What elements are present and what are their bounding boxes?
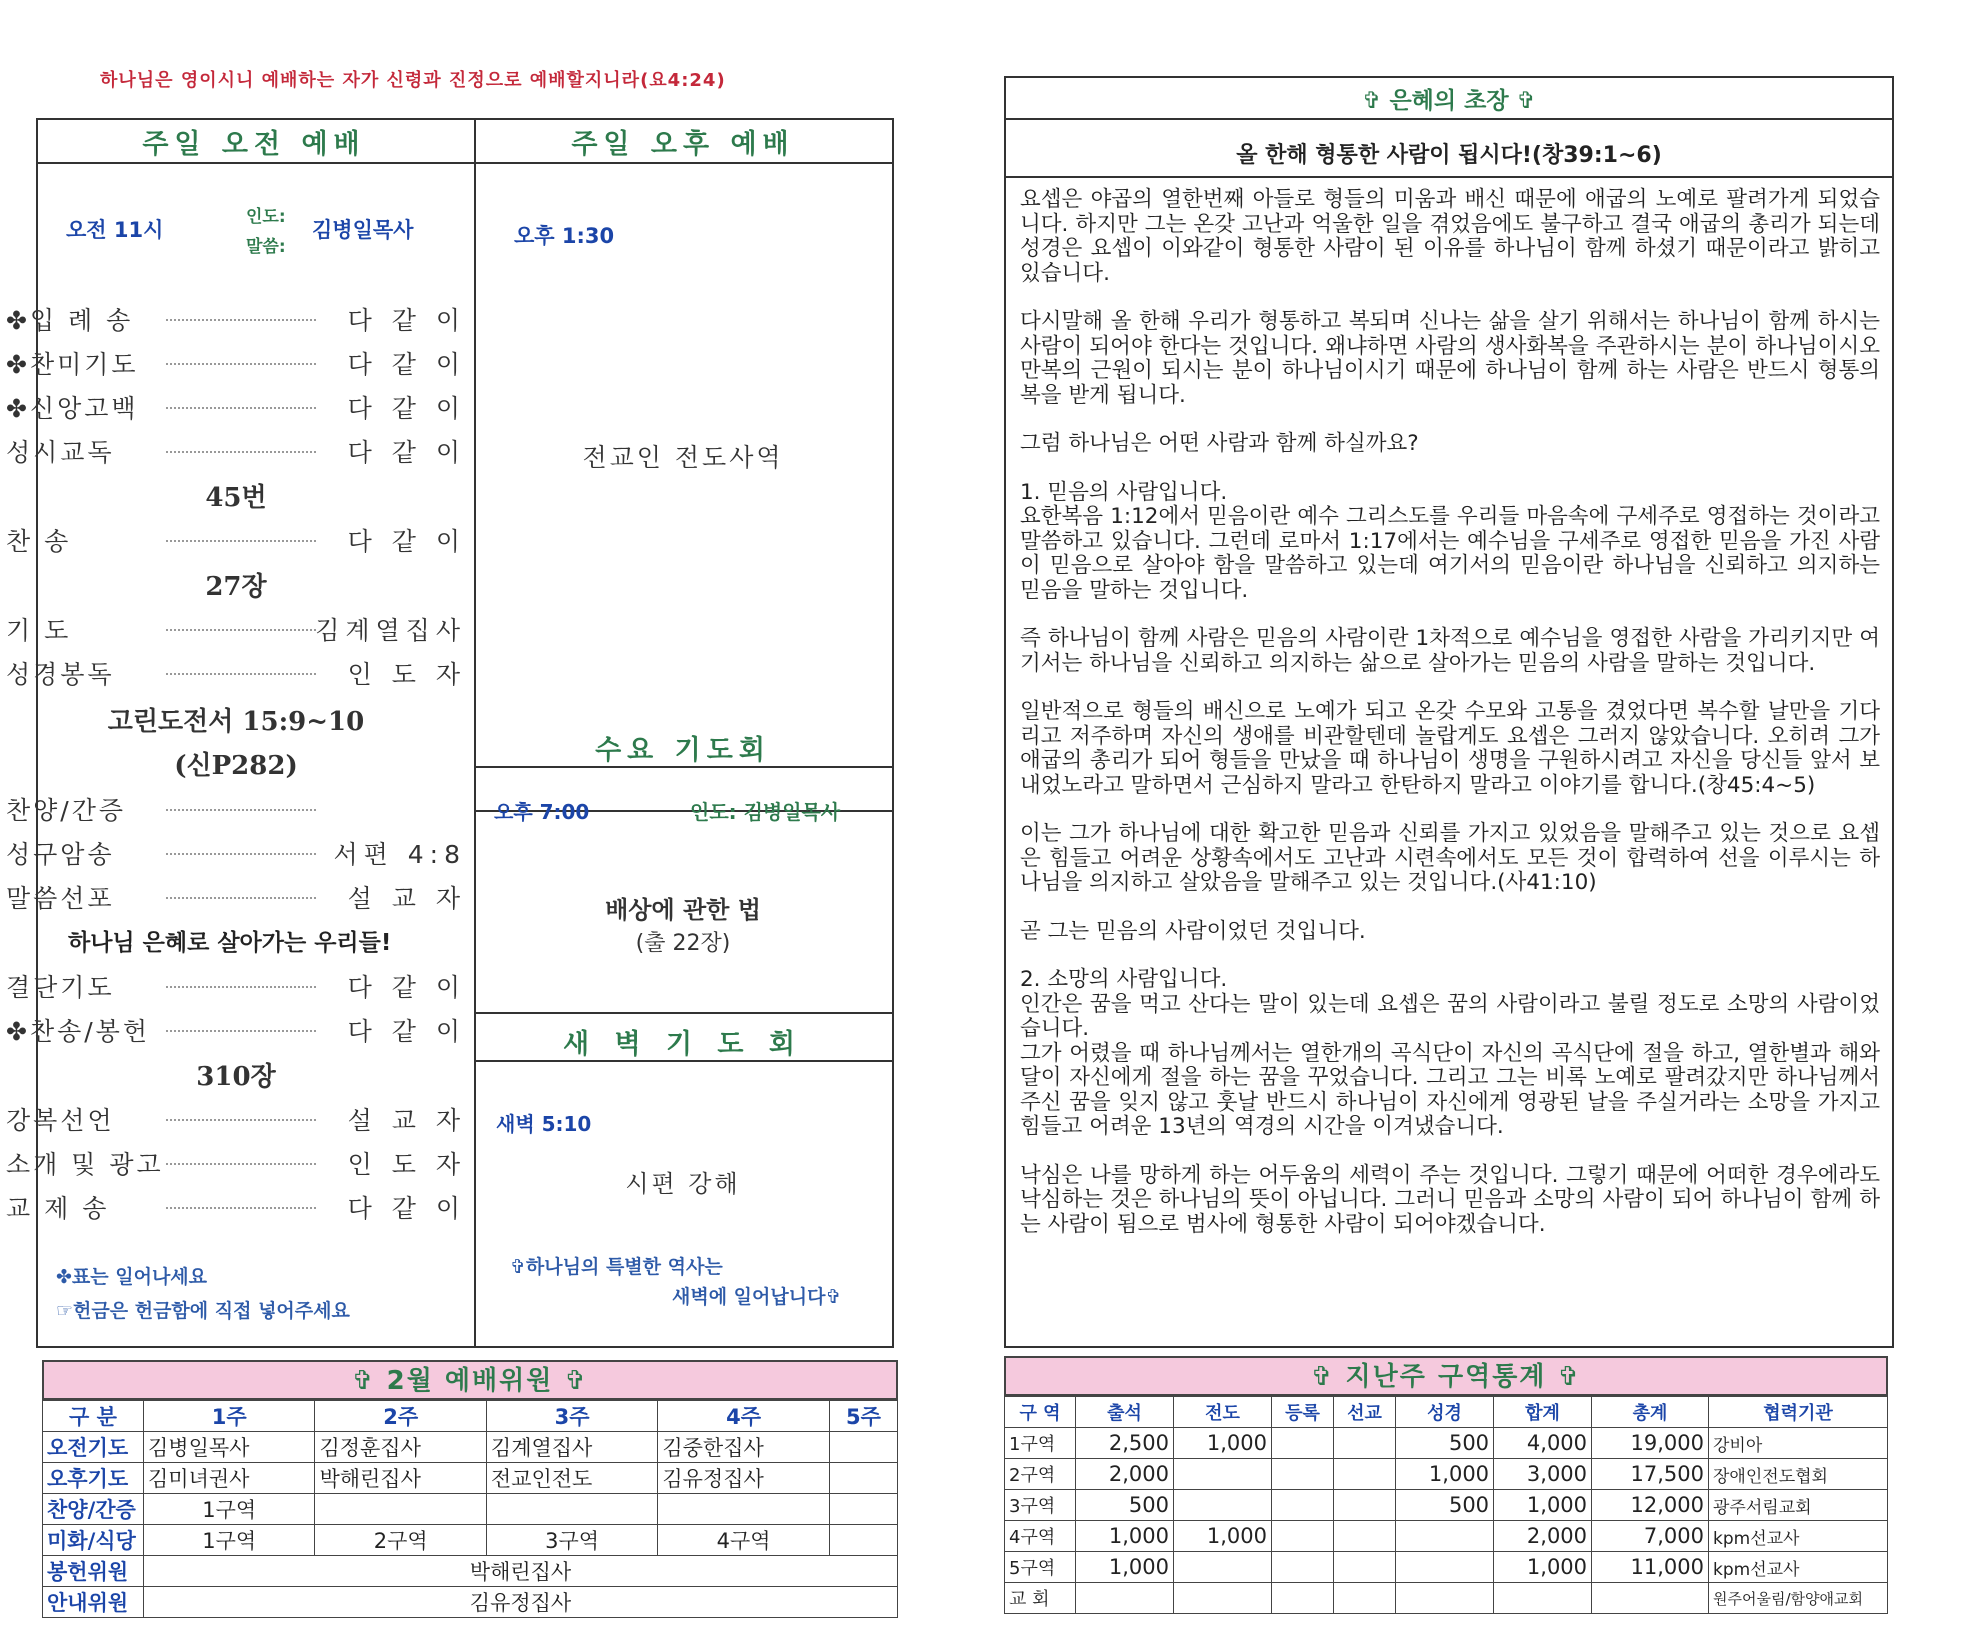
table-row xyxy=(1005,1428,1888,1459)
scripture-reference: 고린도전서 15:9~10 xyxy=(107,707,365,737)
table-row xyxy=(1005,1583,1888,1614)
table-cell: 장애인전도협회 xyxy=(1709,1459,1888,1490)
row-label: 미화/식당 xyxy=(43,1525,144,1556)
table-cell xyxy=(1173,1552,1271,1583)
dawn-title: 새 벽 기 도 회 xyxy=(562,1029,803,1060)
table-cell: 광주서림교회 xyxy=(1709,1490,1888,1521)
table-cell xyxy=(1271,1521,1333,1552)
table-cell xyxy=(829,1494,897,1525)
order-value: 다 같 이 xyxy=(347,438,466,467)
article-header: ✞ 은혜의 초장 ✞ xyxy=(1362,88,1536,114)
table-cell xyxy=(1334,1583,1396,1614)
table-row xyxy=(43,1432,898,1463)
article-paragraph: 1. 믿음의 사람입니다. 요한복음 1:12에서 믿음이란 예수 그리스도를 우리들 마음속에 구세주로 영접하는 것이라고 말씀하고 있습니다. 그런데 로마서 1:17에서는 예수님을 구세주로 영접한 믿음을 가진 사람이 믿음으로 살아야 함을 말씀하고 있는데 여기서의 믿음이란 하나님을 신뢰하고 의지하는 믿음을 말하는 것입니다. xyxy=(1020,479,1880,603)
table-cell xyxy=(1334,1459,1396,1490)
article-paragraph: 이는 그가 하나님에 대한 확고한 믿음과 신뢰를 가지고 있었음을 말해주고 있는 것으로 요셉은 힘들고 어려운 상황속에서도 고난과 시련속에서도 모든 것이 합력하여 선을 이루시는 하나님을 의지하고 살았음을 말해주고 있는 것입니다.(사41:10) xyxy=(1020,821,1880,895)
order-label: ✤입 례 송 xyxy=(6,306,134,335)
order-item xyxy=(6,607,466,647)
order-label: 결단기도 xyxy=(6,973,115,1002)
order-item xyxy=(6,787,466,827)
table-header: 등록 xyxy=(1271,1397,1333,1428)
table-header: 합계 xyxy=(1494,1397,1592,1428)
row-label: 오전기도 xyxy=(43,1432,144,1463)
table-cell: 4구역 xyxy=(658,1525,829,1556)
table-cell: 1,000 xyxy=(1076,1552,1174,1583)
table-cell: 2구역 xyxy=(315,1525,486,1556)
table-cell: 강비아 xyxy=(1709,1428,1888,1459)
dawn-note-line2: 새벽에 일어납니다✞ xyxy=(672,1286,842,1308)
table-cell: 2,000 xyxy=(1494,1521,1592,1552)
dawn-note-line1: ✞하나님의 특별한 역사는 xyxy=(510,1256,723,1278)
order-label: 소개 및 광고 xyxy=(6,1150,164,1179)
responsive-reading-number: 45번 xyxy=(205,483,267,513)
row-label: 4구역 xyxy=(1005,1521,1076,1552)
lead-label: 인도: xyxy=(246,207,286,227)
afternoon-time: 오후 1:30 xyxy=(514,224,615,248)
order-item xyxy=(6,875,466,915)
order-item xyxy=(6,518,466,558)
article-paragraph: 다시말해 올 한해 우리가 형통하고 복되며 신나는 삶을 살기 위해서는 하나님이 함께 하시는 사람이 되어야 한다는 것입니다. 왜냐하면 사람의 생사화복을 주관하시는 분이 하나님이시오 만복의 근원이 되시는 분이 하나님이시기 때문에 하나님이 함께 하는 사람은 반드시 형통의 복을 받게 됩니다. xyxy=(1020,309,1880,408)
table-row xyxy=(1005,1490,1888,1521)
order-value: 서편 4:8 xyxy=(333,840,466,869)
table-header: 전도 xyxy=(1173,1397,1271,1428)
table-cell xyxy=(1271,1552,1333,1583)
order-item xyxy=(6,1097,466,1137)
order-value: 다 같 이 xyxy=(347,1017,466,1046)
committee-table xyxy=(42,1400,898,1618)
table-cell xyxy=(1271,1428,1333,1459)
table-cell: 17,500 xyxy=(1592,1459,1709,1490)
table-cell xyxy=(658,1494,829,1525)
order-value: 다 같 이 xyxy=(347,350,466,379)
sermon-title: 하나님 은혜로 살아가는 우리들! xyxy=(68,930,392,956)
table-cell: 3,000 xyxy=(1494,1459,1592,1490)
table-cell: 4,000 xyxy=(1494,1428,1592,1459)
table-header: 3주 xyxy=(486,1401,657,1432)
order-label: 성경봉독 xyxy=(6,660,115,689)
morning-title: 주일 오전 예배 xyxy=(142,129,366,160)
stats-title: ✞ 지난주 구역통계 ✞ xyxy=(1004,1356,1888,1396)
article-paragraph: 그럼 하나님은 어떤 사람과 함께 하실까요? xyxy=(1020,431,1419,456)
table-cell: 1,000 xyxy=(1396,1459,1494,1490)
table-cell xyxy=(315,1494,486,1525)
table-header: 2주 xyxy=(315,1401,486,1432)
table-header: 선교 xyxy=(1334,1397,1396,1428)
order-value: 다 같 이 xyxy=(347,973,466,1002)
row-label: 1구역 xyxy=(1005,1428,1076,1459)
table-cell: 500 xyxy=(1396,1428,1494,1459)
table-cell xyxy=(1173,1490,1271,1521)
row-label: 교 회 xyxy=(1005,1583,1076,1614)
row-label: 오후기도 xyxy=(43,1463,144,1494)
table-cell: 김계열집사 xyxy=(486,1432,657,1463)
sermon-label: 말씀: xyxy=(246,237,286,257)
table-cell: 전교인전도 xyxy=(486,1463,657,1494)
article-paragraph: 즉 하나님이 함께 사람은 믿음의 사람이란 1차적으로 예수님을 영접한 사람을 가리키지만 여기서는 하나님을 신뢰하고 의지하는 삶으로 살아가는 믿음의 사람을 말하는 것입니다. xyxy=(1020,626,1880,676)
table-row xyxy=(43,1587,898,1618)
row-label: 3구역 xyxy=(1005,1490,1076,1521)
order-item xyxy=(6,1141,466,1181)
table-cell: 김병일목사 xyxy=(144,1432,315,1463)
table-header: 총계 xyxy=(1592,1397,1709,1428)
morning-pastor: 김병일목사 xyxy=(312,218,414,242)
order-item xyxy=(6,1008,466,1048)
table-cell xyxy=(1334,1552,1396,1583)
table-header: 출석 xyxy=(1076,1397,1174,1428)
table-cell xyxy=(486,1494,657,1525)
article-paragraph: 낙심은 나를 망하게 하는 어두움의 세력이 주는 것입니다. 그렇기 때문에 어떠한 경우에라도 낙심하는 것은 하나님의 뜻이 아닙니다. 그러니 믿음과 소망의 사람이 되어 하나님이 함께 하는 사람이 됨으로 범사에 형통한 사람이 되어야겠습니다. xyxy=(1020,1162,1880,1237)
table-cell xyxy=(1592,1583,1709,1614)
article-paragraph: 곧 그는 믿음의 사람이었던 것입니다. xyxy=(1020,918,1366,944)
order-item xyxy=(6,831,466,871)
order-value: 설 교 자 xyxy=(347,1106,466,1135)
table-row xyxy=(43,1556,898,1587)
wednesday-time: 오후 7:00 xyxy=(494,800,590,824)
order-label: 강복선언 xyxy=(6,1106,115,1135)
afternoon-title: 주일 오후 예배 xyxy=(571,129,795,160)
table-cell: 김정훈집사 xyxy=(315,1432,486,1463)
table-cell: 19,000 xyxy=(1592,1428,1709,1459)
order-label: ✤신앙고백 xyxy=(6,394,139,423)
order-item xyxy=(6,964,466,1004)
table-cell: 1구역 xyxy=(144,1525,315,1556)
order-item xyxy=(6,341,466,381)
table-cell xyxy=(1396,1521,1494,1552)
table-cell xyxy=(1271,1490,1333,1521)
table-row xyxy=(43,1494,898,1525)
table-header: 1주 xyxy=(144,1401,315,1432)
table-header-row xyxy=(1005,1397,1888,1428)
stats-table xyxy=(1004,1396,1888,1614)
scripture-page: (신P282) xyxy=(174,751,298,781)
row-label: 5구역 xyxy=(1005,1552,1076,1583)
order-label: 성구암송 xyxy=(6,840,115,869)
table-cell: 박해린집사 xyxy=(144,1556,898,1587)
table-cell: 1,000 xyxy=(1494,1490,1592,1521)
table-cell: 김유정집사 xyxy=(144,1587,898,1618)
table-header: 성경 xyxy=(1396,1397,1494,1428)
table-cell: 원주어울림/함양애교회 xyxy=(1709,1583,1888,1614)
table-cell: 1,000 xyxy=(1173,1521,1271,1552)
table-cell xyxy=(1271,1583,1333,1614)
dawn-content: 시편 강해 xyxy=(625,1170,741,1198)
table-cell: 500 xyxy=(1076,1490,1174,1521)
table-cell: 500 xyxy=(1396,1490,1494,1521)
row-label: 찬양/간증 xyxy=(43,1494,144,1525)
article-paragraph: 2. 소망의 사람입니다. 인간은 꿈을 먹고 산다는 말이 있는데 요셉은 꿈의 사람이라고 불릴 정도로 소망의 사람이었습니다. 그가 어렸을 때 하나님께서는 열한개의 곡식단이 자신의 곡식단에 절을 하고, 열한별과 해와 달이 자신에게 절을 하는 꿈을 꾸었습니다. 그리고 그는 비록 노예로 팔려갔지만 하나님께서 주신 꿈을 잊지 않고 훗날 반드시 하나님이 자신에게 영광된 날을 주실거라는 소망을 가지고 힘들고 어려운 13년의 역경의 시간을 이겨냈습니다. xyxy=(1020,967,1880,1139)
table-cell xyxy=(1173,1459,1271,1490)
table-cell xyxy=(1396,1583,1494,1614)
table-cell: 박해린집사 xyxy=(315,1463,486,1494)
table-header-row xyxy=(43,1401,898,1432)
stand-note: ✤표는 일어나세요 xyxy=(56,1266,208,1288)
table-header: 구 분 xyxy=(43,1401,144,1432)
article-body xyxy=(1020,188,1880,1261)
hymn-number-2: 310장 xyxy=(196,1062,276,1092)
order-label: 찬 송 xyxy=(6,527,72,556)
table-row xyxy=(1005,1552,1888,1583)
committee-title: ✞ 2월 예배위원 ✞ xyxy=(42,1360,898,1400)
wednesday-sermon: 배상에 관한 법 xyxy=(605,896,761,924)
order-item xyxy=(6,651,466,691)
table-cell xyxy=(1494,1583,1592,1614)
table-cell: 1,000 xyxy=(1173,1428,1271,1459)
dawn-time: 새벽 5:10 xyxy=(496,1112,592,1136)
order-value: 인 도 자 xyxy=(347,1150,466,1179)
row-label: 봉헌위원 xyxy=(43,1556,144,1587)
wednesday-title: 수요 기도회 xyxy=(595,735,771,766)
table-cell: 1구역 xyxy=(144,1494,315,1525)
table-cell xyxy=(1334,1490,1396,1521)
table-cell: 2,000 xyxy=(1076,1459,1174,1490)
order-value: 다 같 이 xyxy=(347,1194,466,1223)
order-label: 교 제 송 xyxy=(6,1194,110,1223)
header-verse: 하나님은 영이시니 예배하는 자가 신령과 진정으로 예배할지니라(요4:24) xyxy=(100,70,726,91)
table-cell xyxy=(1173,1583,1271,1614)
table-cell: 김유정집사 xyxy=(658,1463,829,1494)
table-cell: kpm선교사 xyxy=(1709,1552,1888,1583)
order-label: ✤찬미기도 xyxy=(6,350,139,379)
table-cell: 2,500 xyxy=(1076,1428,1174,1459)
wednesday-reference: (출 22장) xyxy=(635,931,731,956)
morning-time: 오전 11시 xyxy=(66,218,164,242)
table-cell xyxy=(829,1525,897,1556)
offering-note: ☞헌금은 헌금함에 직접 넣어주세요 xyxy=(56,1300,350,1322)
table-cell xyxy=(1334,1428,1396,1459)
table-row xyxy=(43,1525,898,1556)
table-cell xyxy=(1076,1583,1174,1614)
wednesday-leader: 인도: 김병일목사 xyxy=(690,800,841,824)
table-cell: 12,000 xyxy=(1592,1490,1709,1521)
table-cell xyxy=(1334,1521,1396,1552)
afternoon-content: 전교인 전도사역 xyxy=(582,443,784,472)
table-row xyxy=(1005,1521,1888,1552)
order-label: ✤찬송/봉헌 xyxy=(6,1017,150,1046)
table-cell xyxy=(1396,1552,1494,1583)
table-cell: 3구역 xyxy=(486,1525,657,1556)
order-item xyxy=(6,1185,466,1225)
hymn-number-1: 27장 xyxy=(205,572,267,602)
table-cell: 11,000 xyxy=(1592,1552,1709,1583)
table-header: 구 역 xyxy=(1005,1397,1076,1428)
order-label: 찬양/간증 xyxy=(6,796,127,825)
table-header: 협력기관 xyxy=(1709,1397,1888,1428)
order-label: 말씀선포 xyxy=(6,884,115,913)
table-header: 5주 xyxy=(829,1401,897,1432)
table-cell xyxy=(829,1463,897,1494)
order-label: 기 도 xyxy=(6,616,72,645)
table-cell: 7,000 xyxy=(1592,1521,1709,1552)
table-cell xyxy=(829,1432,897,1463)
row-label: 안내위원 xyxy=(43,1587,144,1618)
article-title: 올 한해 형통한 사람이 됩시다!(창39:1~6) xyxy=(1236,143,1662,168)
order-value: 다 같 이 xyxy=(347,394,466,423)
order-value: 설 교 자 xyxy=(347,884,466,913)
order-value: 다 같 이 xyxy=(347,527,466,556)
table-cell: kpm선교사 xyxy=(1709,1521,1888,1552)
article-paragraph: 요셉은 야곱의 열한번째 아들로 형들의 미움과 배신 때문에 애굽의 노예로 팔려가게 되었습니다. 하지만 그는 온갖 고난과 억울한 일을 겪었음에도 불구하고 결국 애굽의 총리가 되는데 성경은 요셉이 이와같이 형통한 사람이 된 이유를 하나님이 함께 하셨기 때문이라고 밝히고 있습니다. xyxy=(1020,187,1880,286)
order-label: 성시교독 xyxy=(6,438,115,467)
table-header: 4주 xyxy=(658,1401,829,1432)
order-item xyxy=(6,297,466,337)
order-value: 다 같 이 xyxy=(347,306,466,335)
table-cell: 1,000 xyxy=(1076,1521,1174,1552)
table-row xyxy=(43,1463,898,1494)
order-value: 인 도 자 xyxy=(347,660,466,689)
article-paragraph: 일반적으로 형들의 배신으로 노예가 되고 온갖 수모와 고통을 겼었다면 복수할 날만을 기다리고 저주하며 자신의 생애를 비관할텐데 놀랍게도 요셉은 그러지 않았습니다. 오히려 그가 애굽의 총리가 되어 형들을 만났을 때 하나님이 생명을 구원하시려고 자신을 당신들 앞서 보내었노라고 말하면서 근심하지 말라고 한탄하지 말라고 이야기를 합니다.(창45:4~5) xyxy=(1020,699,1880,798)
order-item xyxy=(6,385,466,425)
order-value: 김계열집사 xyxy=(315,616,466,645)
table-cell: 김미녀권사 xyxy=(144,1463,315,1494)
table-cell xyxy=(1271,1459,1333,1490)
order-item xyxy=(6,429,466,469)
table-cell: 1,000 xyxy=(1494,1552,1592,1583)
row-label: 2구역 xyxy=(1005,1459,1076,1490)
table-row xyxy=(1005,1459,1888,1490)
table-cell: 김중한집사 xyxy=(658,1432,829,1463)
